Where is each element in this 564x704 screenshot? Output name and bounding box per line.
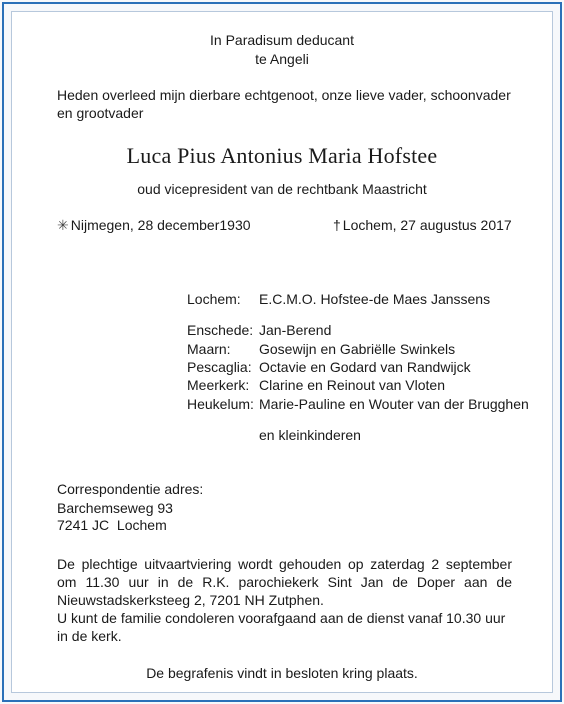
grandchildren-line: en kleinkinderen xyxy=(259,427,361,443)
relative-place: Heukelum: xyxy=(187,396,254,412)
relative-place: Enschede: xyxy=(187,322,254,338)
service-paragraph-2: U kunt de familie condoleren voorafgaand aan de dienst vanaf 10.30 uur in de kerk. xyxy=(57,610,506,644)
header-line-2: te Angeli xyxy=(255,51,309,67)
correspondence-street: Barchemseweg 93 xyxy=(57,500,173,516)
relative-names: Marie-Pauline en Wouter van der Brugghen xyxy=(259,396,529,412)
header-line-1: In Paradisum deducant xyxy=(210,32,354,48)
cross-icon: † xyxy=(333,217,341,233)
relative-names: Clarine en Reinout van Vloten xyxy=(259,377,446,393)
relative-names: Jan-Berend xyxy=(259,322,332,338)
service-paragraph-1: De plechtige uitvaartviering wordt gehouden op zaterdag 2 september om 11.30 uur in de R.K. parochiekerk Sint Jan de Doper aan de Nieuwstadskerksteeg 2, 7201 NH Zutphen. xyxy=(57,556,512,608)
intro-text: Heden overleed mijn dierbare echtgenoot, onze lieve vader, schoonvader en grootvader xyxy=(57,87,511,121)
deceased-name: Luca Pius Antonius Maria Hofstee xyxy=(126,143,438,168)
deceased-title: oud vicepresident van de rechtbank Maastricht xyxy=(137,181,427,197)
birth-line xyxy=(57,216,251,234)
spouse-names: E.C.M.O. Hofstee-de Maes Janssens xyxy=(259,291,491,307)
correspondence-label: Correspondentie adres: xyxy=(57,481,204,497)
death-text: Lochem, 27 augustus 2017 xyxy=(342,217,512,233)
relative-place: Maarn: xyxy=(187,341,231,357)
relative-place: Meerkerk: xyxy=(187,377,250,393)
spouse-place: Lochem: xyxy=(187,291,241,307)
asterisk-icon: ✳ xyxy=(57,217,69,233)
closing-line: De begrafenis vindt in besloten kring plaats. xyxy=(146,665,418,681)
correspondence-city: 7241 JC Lochem xyxy=(57,517,167,533)
birth-text: Nijmegen, 28 december1930 xyxy=(70,217,251,233)
relative-place: Pescaglia: xyxy=(187,359,252,375)
relative-names: Octavie en Godard van Randwijck xyxy=(259,359,471,375)
relative-names: Gosewijn en Gabriëlle Swinkels xyxy=(259,341,456,357)
death-line xyxy=(333,216,512,234)
